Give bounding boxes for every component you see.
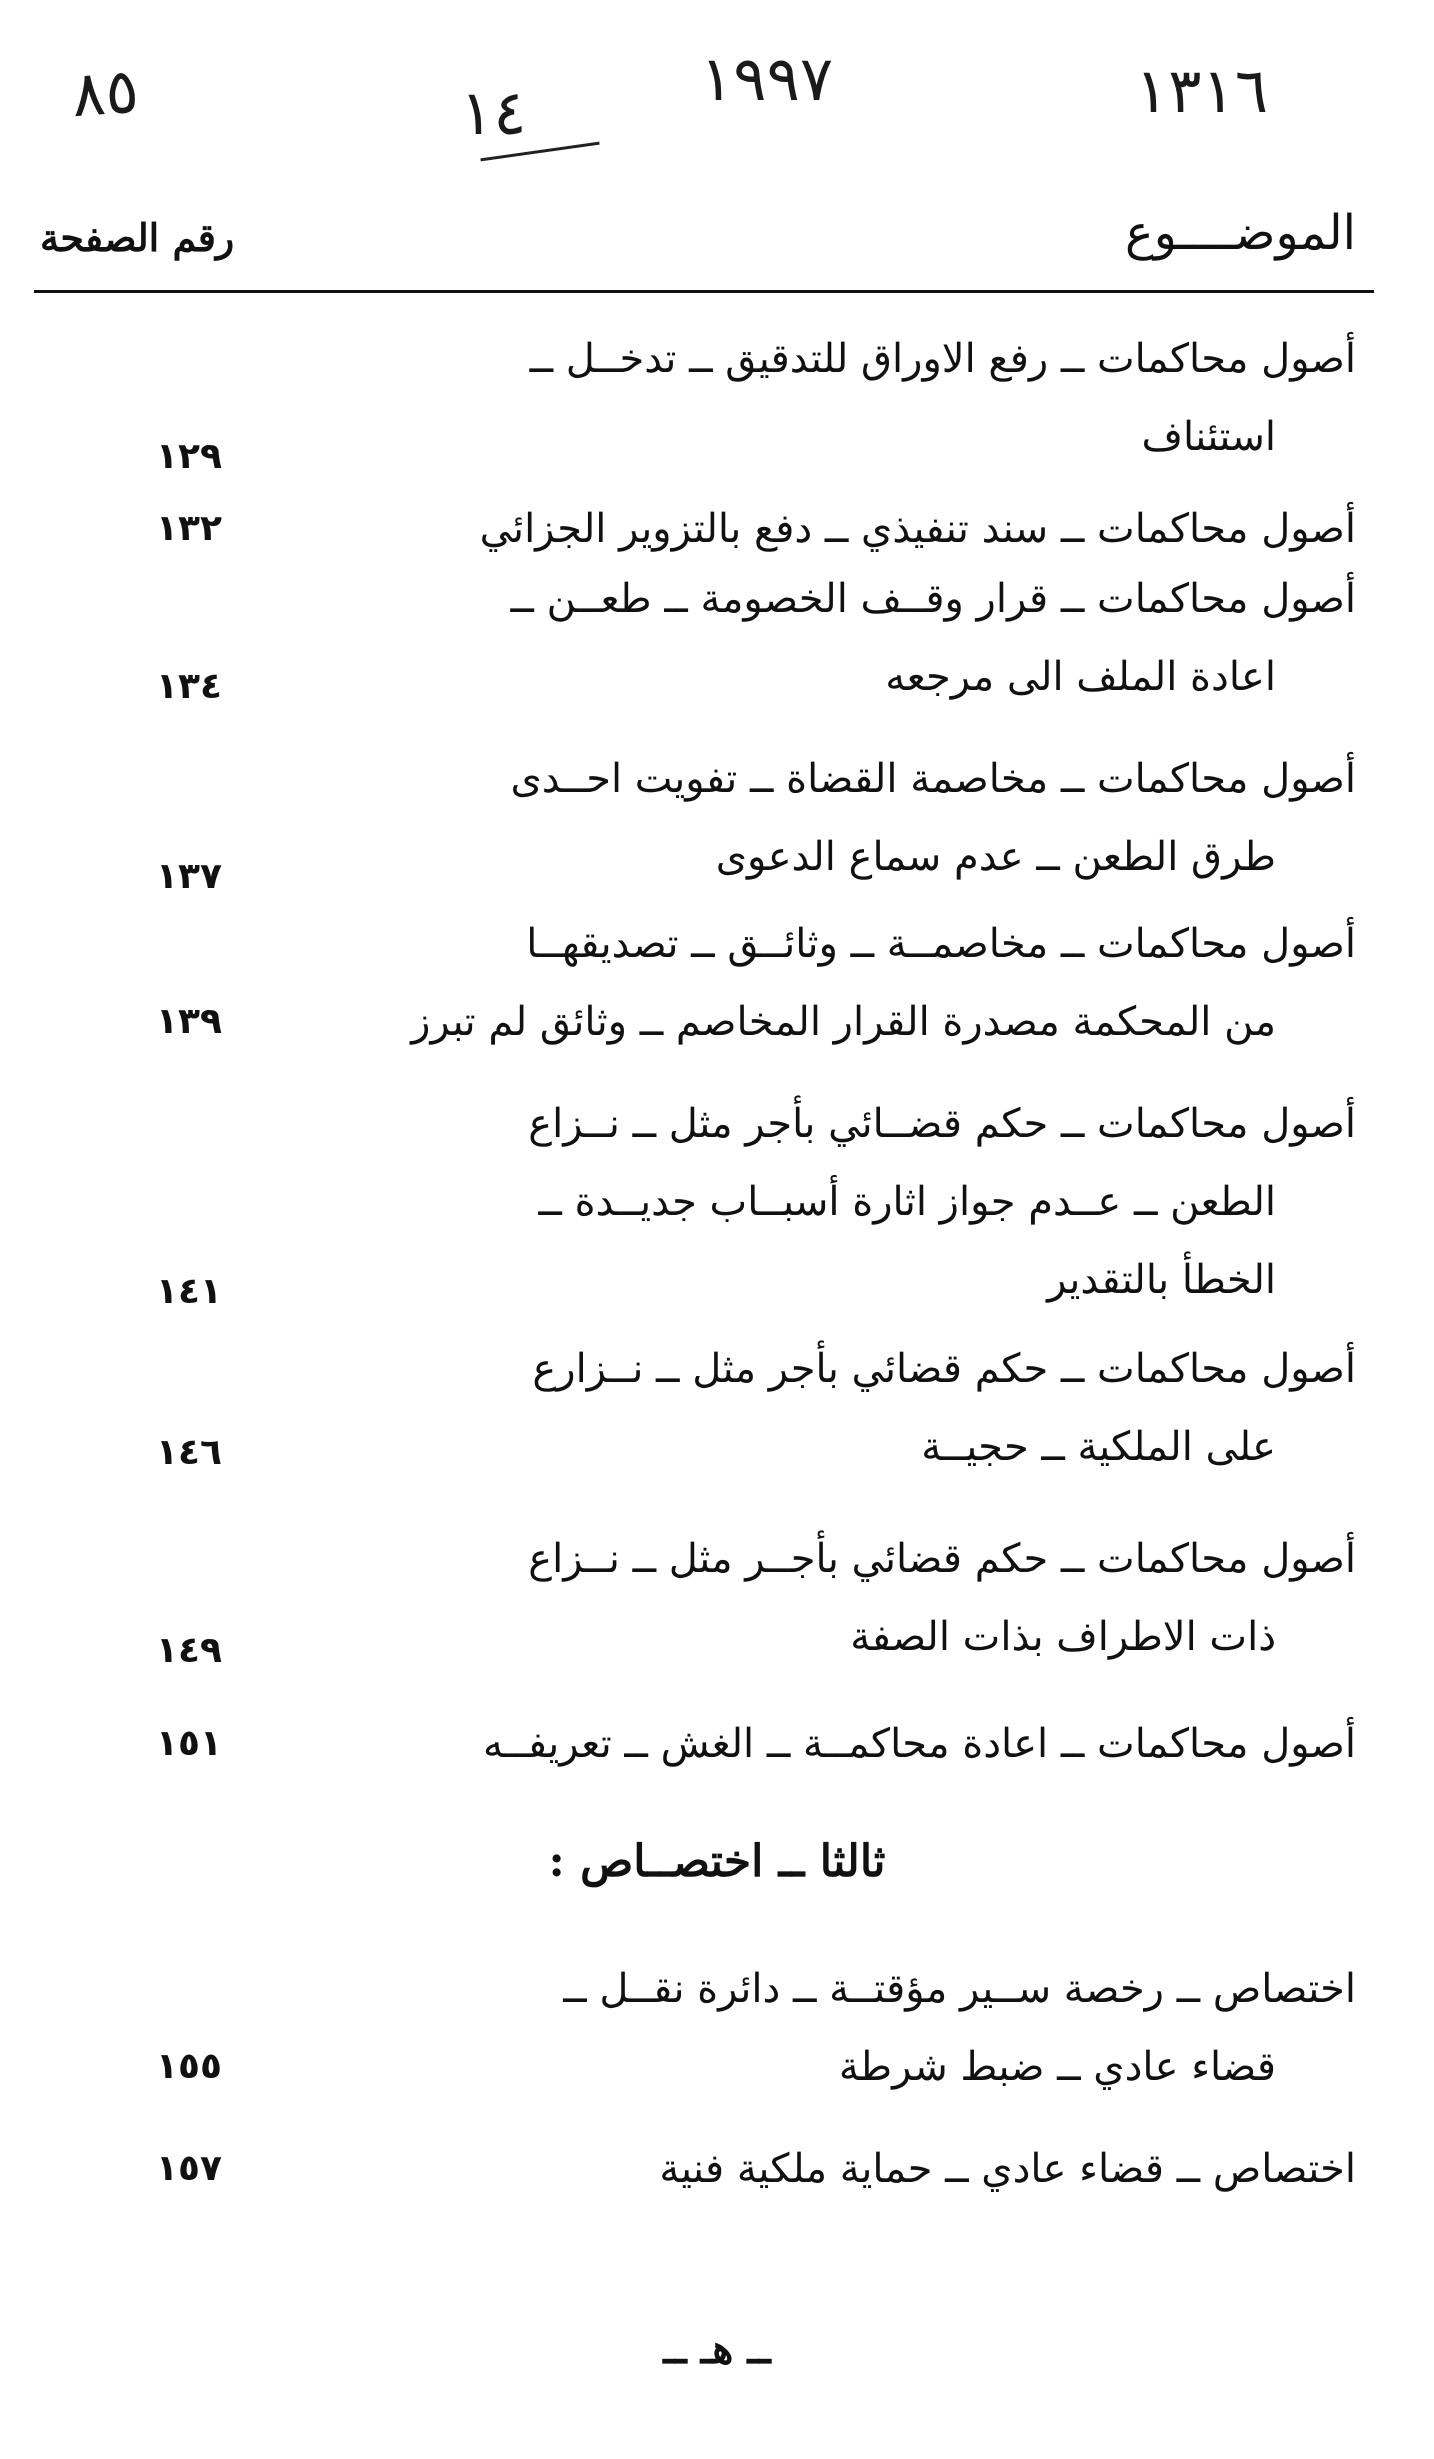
page-marker: ــ هـ ــ	[663, 2326, 771, 2373]
index-entry	[156, 1085, 1356, 1319]
handwritten-note-right: ١٣١٦	[1135, 54, 1269, 127]
entry-line: الخطأ بالتقدير	[1047, 1257, 1276, 1303]
entry-line: اختصاص ــ قضاء عادي ــ حماية ملكية فنية	[659, 2146, 1356, 2192]
handwritten-note-left: ٨٥	[69, 53, 142, 132]
index-entry	[156, 740, 1356, 896]
section-title: ثالثا ــ اختصــاص :	[548, 1836, 886, 1887]
entry-line: قضاء عادي ــ ضبط شرطة	[838, 2044, 1276, 2090]
entry-page-number: ١٤٦	[156, 1432, 222, 1473]
entry-line: أصول محاكمات ــ قرار وقــف الخصومة ــ طعــن ــ	[510, 576, 1356, 622]
entry-line: أصول محاكمات ــ حكم قضائي بأجر مثل ــ نــزارع	[532, 1346, 1356, 1392]
index-entry	[156, 1950, 1356, 2106]
entry-line: أصول محاكمات ــ اعادة محاكمــة ــ الغش ــ تعريفــه	[482, 1721, 1356, 1767]
handwritten-note-middle-1: ١٤	[460, 76, 527, 149]
entry-page-number: ١٤٩	[156, 1630, 222, 1671]
header-divider	[34, 290, 1374, 293]
index-entry	[156, 1705, 1356, 1783]
entry-page-number: ١٣٢	[156, 508, 222, 549]
index-entry	[156, 1330, 1356, 1486]
entry-line: أصول محاكمات ــ حكم قضــائي بأجر مثل ــ نــزاع	[528, 1101, 1356, 1147]
entry-line: أصول محاكمات ــ مخاصمــة ــ وثائــق ــ تصديقهــا	[526, 921, 1356, 967]
entry-line: أصول محاكمات ــ مخاصمة القضاة ــ تفويت احــدى	[510, 756, 1356, 802]
entry-line: ذات الاطراف بذات الصفة	[850, 1614, 1276, 1660]
entry-line: على الملكية ــ حجيــة	[921, 1424, 1276, 1470]
entry-page-number: ١٤١	[156, 1271, 222, 1312]
entry-page-number: ١٣٧	[156, 856, 222, 897]
index-entry	[156, 320, 1356, 476]
entry-page-number: ١٥١	[156, 1723, 222, 1764]
handwritten-note-middle-2: ١٩٩٧	[700, 42, 834, 115]
table-header	[0, 205, 1434, 285]
index-entry	[156, 560, 1356, 716]
entry-line: طرق الطعن ــ عدم سماع الدعوى	[715, 834, 1276, 880]
entry-line: اختصاص ــ رخصة ســير مؤقتــة ــ دائرة نقــل ــ	[563, 1966, 1356, 2012]
entry-line: الطعن ــ عــدم جواز اثارة أسبــاب جديــدة ــ	[538, 1179, 1276, 1225]
index-entry	[156, 490, 1356, 568]
entry-page-number: ١٥٧	[156, 2148, 222, 2189]
entry-line: استئناف	[1141, 414, 1276, 460]
entry-line: أصول محاكمات ــ رفع الاوراق للتدقيق ــ تدخــل ــ	[529, 336, 1356, 382]
index-entry	[156, 2130, 1356, 2208]
entry-page-number: ١٣٤	[156, 666, 222, 707]
index-entry	[156, 905, 1356, 1061]
entry-line: أصول محاكمات ــ حكم قضائي بأجــر مثل ــ نــزاع	[528, 1536, 1356, 1582]
subject-column-header: الموضــــوع	[1125, 205, 1356, 261]
entry-line: اعادة الملف الى مرجعه	[885, 654, 1276, 700]
page-number-column-header: رقم الصفحة	[40, 215, 235, 260]
entry-page-number: ١٣٩	[156, 1001, 222, 1042]
entry-line: من المحكمة مصدرة القرار المخاصم ــ وثائق لم تبرز	[411, 999, 1276, 1045]
entry-page-number: ١٥٥	[156, 2046, 222, 2087]
entry-page-number: ١٢٩	[156, 436, 222, 477]
entry-line: أصول محاكمات ــ سند تنفيذي ــ دفع بالتزوير الجزائي	[479, 506, 1356, 552]
index-entry	[156, 1520, 1356, 1676]
